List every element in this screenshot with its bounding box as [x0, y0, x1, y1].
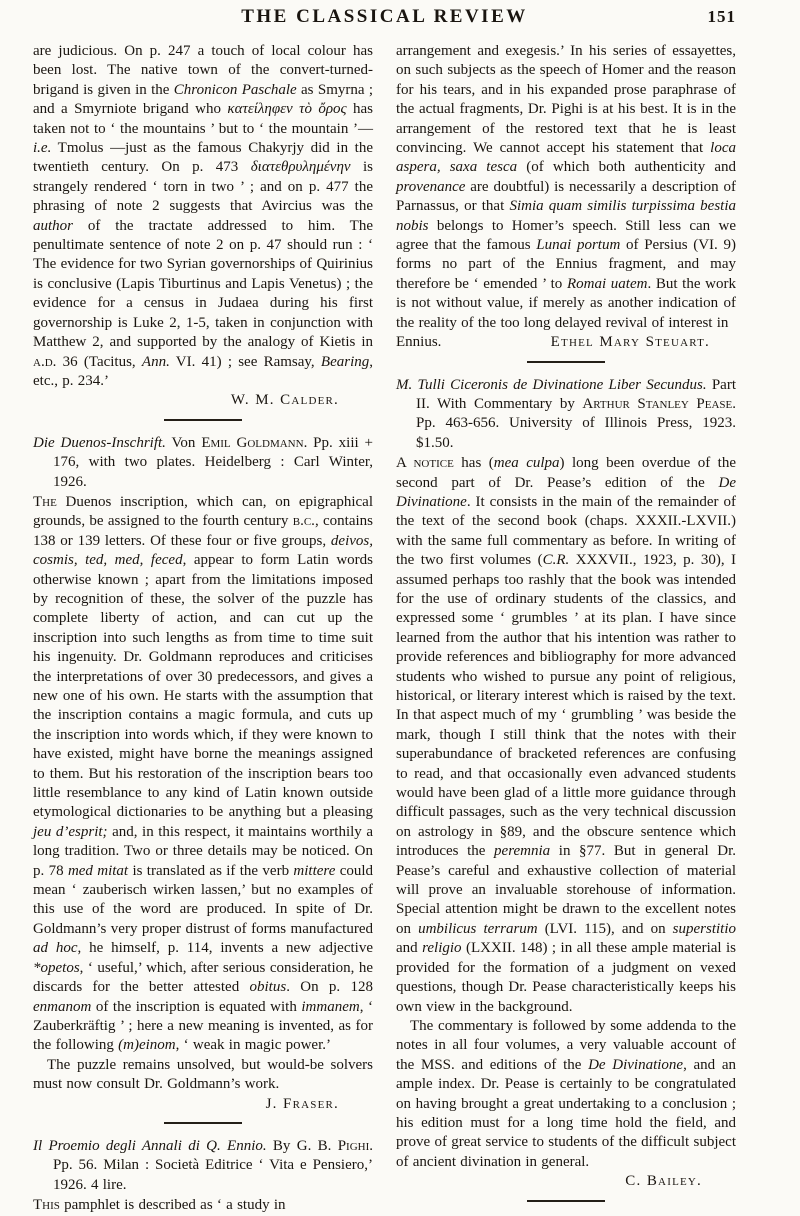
ennio-review-heading: Il Proemio degli Annali di Q. Ennio. By G. B. Pighi. Pp. 56. Milan : Società Editrice ‘ Vita e Pensiero,’ 1926. 4 lire. — [33, 1137, 373, 1193]
section-divider — [527, 1200, 605, 1202]
page-header — [33, 4, 736, 38]
duenos-review-body: The Duenos inscription, which can, on epigraphical grounds, be assigned to the fourth century b.c., contains 138 or 139 letters. Of these four or five groups, deivos, cosmis, ted, med, feced, appear to form Latin words otherwise known ; apart from the limitations imposed by recognition of these, the solver of the puzzle has complete liberty of action, and can cut up the inscription into such lengths as from time to time suit his ingenuity. Dr. Goldmann reproduces and criticises the interpretations of over 30 predecessors, and gives a new one of his own. He starts with the assumption that the inscription contains a magic formula, and cuts up the inscription into words which, if they were known to have existed, might have borne the meanings assigned to them. But his restoration of the inscription bears too little resemblance to any kind of Latin known outside etymological dictionaries to be anything but a pleasing jeu d’esprit; and, in this respect, it maintains worthily a long tradition. Two or three details may be noticed. On p. 78 med mitat is translated as if the verb mittere could mean ‘ zauberisch wirken lassen,’ but no examples of this use of the word are produced. In spite of Dr. Goldmann’s very proper distrust of forms manufactured ad hoc, he himself, p. 114, invents a new adjective *opetos, ‘ useful,’ which, after serious consideration, he discards for the better attested obitus. On p. 128 enmanom of the inscription is equated with immanem, ‘ Zauberkräftig ’ ; here a new meaning is invented, as for the following (m)einom, ‘ weak in magic power.’ — [33, 493, 374, 1054]
ennio-review-opening: This pamphlet is described as ‘ a study in — [33, 1197, 286, 1214]
cicero-review-body: A notice has (mea culpa) long been overdue of the second part of Dr. Pease’s edition of the De Divinatione. It consists in the main of the remainder of the text of the second book (chaps. XXXII.-LXVII.) with the same full commentary as before. In writing of the two first volumes (C.R. XXXVII., 1923, p. 30), I assumed perhaps too rashly that the book was intended for the use of ordinary students of the classics, and expressed some ‘ grumbles ’ at its plan. I have since learned from the author that his intention was rather to provide references and bibliography for more advanced students who wished to pursue any point of religious, historical, or literary interest which is raised by the text. In that aspect much of my ‘ grumbling ’ was beside the mark, though I still think that the notes with their superabundance of bracketed references are confusing to read, and that occasionally even advanced students would have been glad of a little more guidance through difficult passages, such as the very technical discussion on astrology in §89, and the obscure sentence which introduces the peremnia in §77. But in general Dr. Pease’s careful and exhaustive collection of material will prove an invaluable storehouse of information. Special attention might be drawn to the excellent notes on umbilicus terrarum (LVI. 115), and on superstitio and religio (LXXII. 148) ; in all these ample material is provided for the formation of a judgment on vexed questions, though Dr. Pease characteristically keeps his own view in the background. — [396, 455, 736, 1015]
text-columns — [33, 42, 736, 1216]
calder-review-continuation: are judicious. On p. 247 a touch of local colour has been lost. The native town of the convert-turned-brigand is given in the Chronicon Paschale as Smyrna ; and a Smyrniote brigand who κατείληφεν τὸ ὄρος has taken not to ‘ the mountains ’ but to ‘ the mountain ’—i.e. Tmolus —just as the famous Chakyrjy did in the twentieth century. On p. 473 διατεθρυλημένην is strangely rendered ‘ torn in two ’ ; and on p. 477 the phrasing of note 2 suggests that Avircius was the author of the tractate addressed to him. The penultimate sentence of note 2 on p. 47 should run : ‘ The evidence for two Syrian governorships of Quirinius is conclusive (Lapis Tiburtinus and Lapis Venetus) ; the evidence for a census in Judaea during his first governorship is Luke 2, 1-5, taken in conjunction with Matthew 2, and supported by the analogy of Kietis in a.d. 36 (Tacitus, Ann. VI. 41) ; see Ramsay, Bearing, etc., p. 234.’ — [33, 43, 374, 389]
journal-title: THE CLASSICAL REVIEW — [241, 6, 528, 27]
steuart-signature: Ethel Mary Steuart. — [550, 334, 710, 351]
section-divider — [527, 361, 605, 363]
steuart-review-continuation: arrangement and exegesis.’ In his series of essayettes, on such subjects as the speech of Homer and the reason for his tears, and in his expanded prose paraphrase of the actual fragments, Dr. Pighi is at his best. It is in the arrangement of the restored text that he is least convincing. We cannot accept his statement that loca aspera, saxa tesca (of which both authenticity and provenance are doubtful) is necessarily a description of Parnassus, or that Simia quam similis turpissima bestia nobis belongs to Homer’s speech. Still less can we agree that the famous Lunai portum of Persius (VI. 9) forms no part of the Ennius fragment, and may therefore be ‘ emended ’ to Romai uatem. But the work is not without value, if merely as another indication of the reality of the too long delayed revival of interest in — [396, 43, 737, 331]
bailey-signature: C. Bailey. — [625, 1173, 702, 1190]
paragraph-last-word: Ennius. — [396, 334, 442, 351]
duenos-review-heading: Die Duenos-Inschrift. Von Emil Goldmann. Pp. xiii + 176, with two plates. Heidelberg : Carl Winter, 1926. — [33, 434, 373, 490]
cicero-review-heading: M. Tulli Ciceronis de Divinatione Liber Secundus. Part II. With Commentary by Arthur Stanley Pease. Pp. 463-656. University of Illinois Press, 1923. $1.50. — [396, 376, 736, 451]
right-column — [396, 42, 736, 1216]
duenos-review-closing: The puzzle remains unsolved, but would-be solvers must now consult Dr. Goldmann’s work. — [33, 1056, 373, 1093]
calder-signature: W. M. Calder. — [230, 392, 339, 409]
left-column — [33, 42, 373, 1216]
fraser-signature: J. Fraser. — [265, 1095, 339, 1112]
steuart-signature-line — [396, 333, 736, 352]
page-number: 151 — [707, 7, 736, 26]
section-divider — [164, 419, 242, 421]
section-divider — [164, 1122, 242, 1124]
cicero-review-closing: The commentary is followed by some addenda to the notes in all four volumes, a very valuable account of the MSS. and editions of the De Divinatione, and an ample index. Dr. Pease is certainly to be congratulated on having brought a great undertaking to a conclusion ; his edition must for a long time hold the field, and prove of great service to students of the difficult subject of ancient divination in general. — [396, 1017, 736, 1170]
